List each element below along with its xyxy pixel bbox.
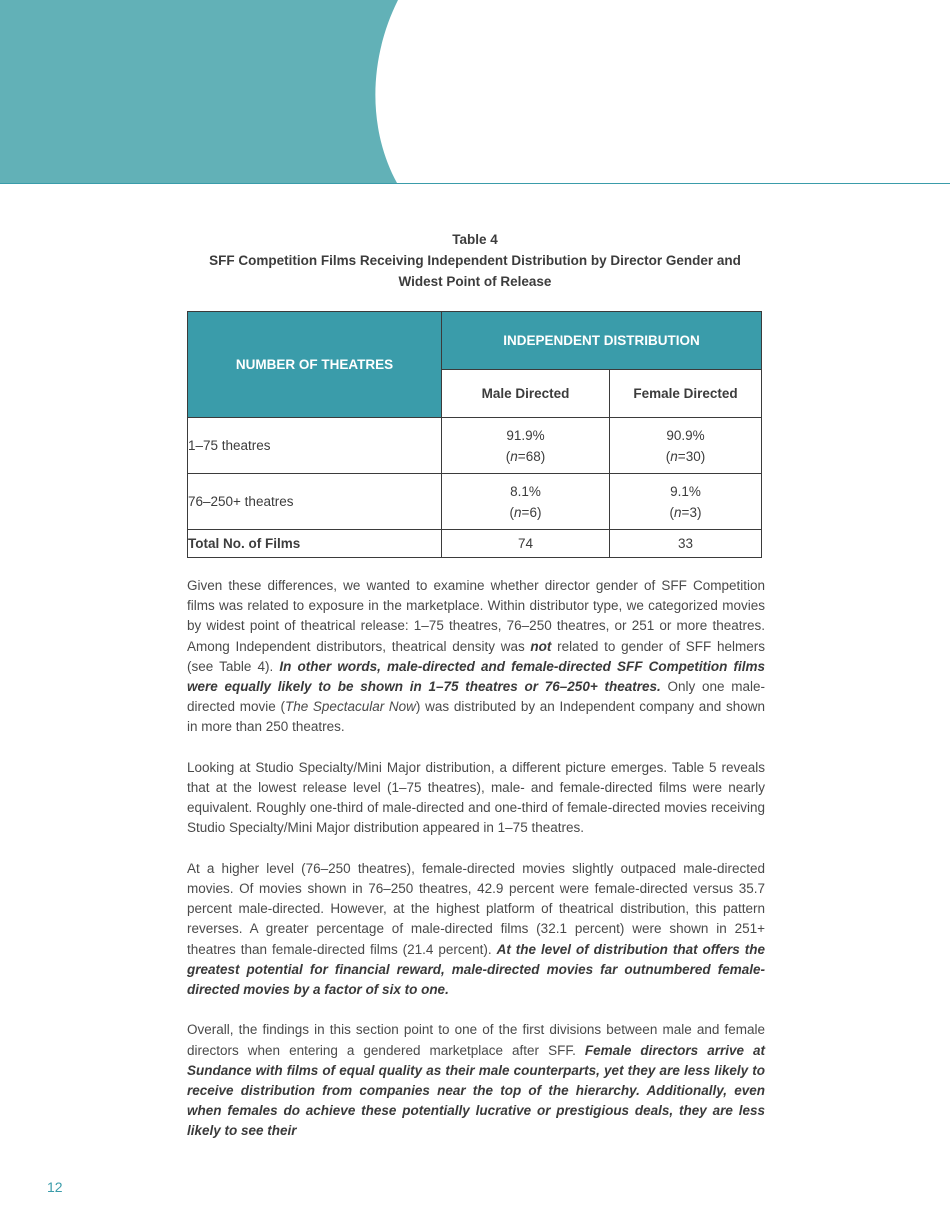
emphasis-finding: Female directors arrive at Sundance with films of equal quality as their male counterparts, yet they are less likely to receive distribution from companies near the top of the hierarchy. Additionally, even when females do achieve these potentially lucrative or prestigious deals, they are less likely to see their — [187, 1042, 766, 1139]
male-count: 68 — [525, 448, 541, 464]
male-percent: 91.9% — [506, 427, 545, 443]
n-label: n — [674, 504, 682, 520]
total-row — [188, 530, 762, 558]
female-percent: 9.1% — [670, 483, 701, 499]
col-male-directed: Male Directed — [442, 370, 610, 418]
table-title: SFF Competition Films Receiving Independent Distribution by Director Gender and Widest Point of Release — [209, 253, 741, 289]
table-row — [188, 418, 762, 474]
paragraph-2: Looking at Studio Specialty/Mini Major distribution, a different picture emerges. Table 5 reveals that at the lowest release level (1–75 theatres), male- and female-directed films were nearly equivalent. Roughly one-third of male-directed and one-third of female-directed movies receiving Studio Specialty/Mini Major distribution appeared in 1–75 theatres. — [187, 759, 765, 836]
text-run: related to gender of SFF helmers (see Table 4). — [187, 638, 765, 674]
cell-female: 90.9% (n=30) — [610, 418, 762, 474]
total-male: 74 — [442, 530, 610, 558]
table-caption — [187, 229, 763, 292]
header-number-of-theatres: NUMBER OF THEATRES — [188, 312, 442, 418]
female-count: 30 — [685, 448, 701, 464]
female-count: 3 — [689, 504, 697, 520]
paragraph-3 — [187, 859, 765, 1000]
row-label: 76–250+ theatres — [188, 474, 442, 530]
text-run: Only one male-directed movie ( — [187, 679, 765, 715]
text-run: Given these differences, we wanted to examine whether director gender of SFF Competition films was related to exposure in the marketplace. Within distributor type, we categorized movies by widest point of theatrical release: 1–75 theatres, 76–250 theatres, or 251 or more theatres. Among Independent distributors, theatrical density was — [187, 578, 765, 654]
table-number: Table 4 — [452, 232, 498, 247]
table-row — [188, 474, 762, 530]
page-number: 12 — [47, 1179, 63, 1195]
n-label: n — [510, 448, 518, 464]
female-percent: 90.9% — [666, 427, 705, 443]
male-percent: 8.1% — [510, 483, 541, 499]
cell-female: 9.1% (n=3) — [610, 474, 762, 530]
text-run: ) was distributed by an Independent company and shown in more than 250 theatres. — [187, 699, 766, 735]
paragraph-4 — [187, 1020, 765, 1141]
cell-male: 8.1% (n=6) — [442, 474, 610, 530]
emphasis-finding: In other words, male-directed and female-directed SFF Competition films were equally likely to be shown in 1–75 theatres or 76–250+ theatres. — [187, 658, 765, 695]
text-run: At a higher level (76–250 theatres), female-directed movies slightly outpaced male-directed movies. Of movies shown in 76–250 theatres, 42.9 percent were female-directed versus 35.7 percent male-directed. However, at the highest platform of theatrical distribution, this pattern reverses. A greater percentage of male-directed films (32.1 percent) were shown in 251+ theatres than female-directed films (21.4 percent). — [187, 860, 765, 957]
cell-male: 91.9% (n=68) — [442, 418, 610, 474]
header-independent-distribution: INDEPENDENT DISTRIBUTION — [442, 312, 762, 370]
n-label: n — [670, 448, 678, 464]
total-female: 33 — [610, 530, 762, 558]
teal-shape — [0, 0, 398, 183]
col-female-directed: Female Directed — [610, 370, 762, 418]
film-title: The Spectacular Now — [284, 699, 416, 715]
body-text — [187, 576, 765, 1162]
emphasis-finding: At the level of distribution that offers the greatest potential for financial reward, male-directed movies far outnumbered female-directed movies by a factor of six to one. — [187, 941, 765, 998]
paragraph-1 — [187, 576, 765, 738]
male-count: 6 — [529, 504, 537, 520]
emphasis-not: not — [530, 638, 552, 654]
distribution-table — [187, 311, 762, 558]
row-label: 1–75 theatres — [188, 418, 442, 474]
total-label: Total No. of Films — [188, 530, 442, 558]
text-run: Overall, the findings in this section point to one of the first divisions between male and female directors when entering a gendered marketplace after SFF. — [187, 1022, 765, 1058]
header-banner — [0, 0, 950, 186]
n-label: n — [514, 504, 522, 520]
